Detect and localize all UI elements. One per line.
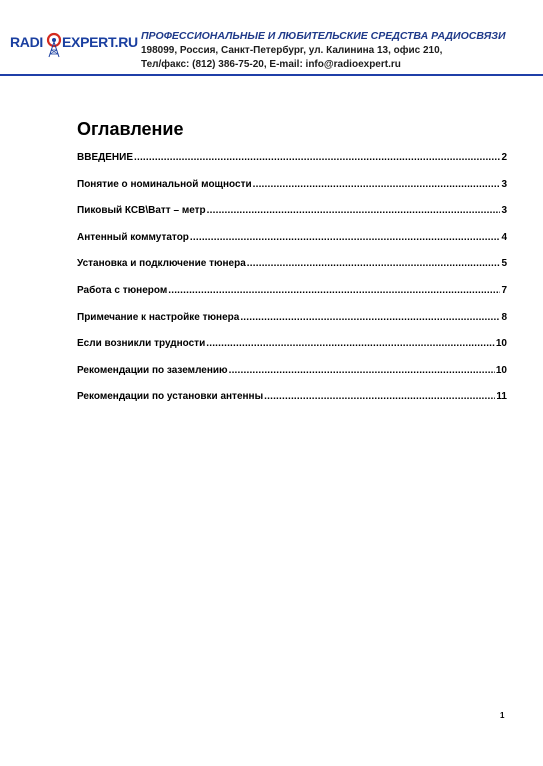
toc-entry-page: 8 <box>501 311 507 323</box>
toc-dot-leader <box>207 205 501 216</box>
toc-entry-page: 3 <box>501 205 507 217</box>
toc-entry-page: 10 <box>495 338 507 350</box>
toc-dot-leader <box>190 232 501 243</box>
toc-entry-page: 4 <box>501 231 507 243</box>
toc-entry[interactable] <box>77 258 507 285</box>
table-of-contents <box>77 152 507 418</box>
header-divider <box>0 74 543 76</box>
page-header <box>0 0 543 78</box>
toc-entry[interactable] <box>77 152 507 179</box>
toc-entry-title: ВВЕДЕНИЕ <box>77 152 133 163</box>
company-title: ПРОФЕССИОНАЛЬНЫЕ И ЛЮБИТЕЛЬСКИЕ СРЕДСТВА РАДИОСВЯЗИ <box>141 30 506 42</box>
toc-heading: Оглавление <box>77 119 184 139</box>
company-contacts: Тел/факс: (812) 386-75-20, E-mail: info@radioexpert.ru <box>141 59 401 70</box>
toc-entry-title: Примечание к настройке тюнера <box>77 311 240 323</box>
toc-entry[interactable] <box>77 365 507 392</box>
toc-entry-page: 5 <box>501 258 507 270</box>
radioexpert-logo <box>10 28 138 58</box>
toc-entry-title: Рекомендации по установки антенны <box>77 391 264 403</box>
toc-dot-leader <box>168 285 500 296</box>
toc-entry[interactable] <box>77 338 507 365</box>
toc-dot-leader <box>240 312 500 323</box>
toc-entry-page: 10 <box>495 364 507 376</box>
toc-entry-title: Работа с тюнером <box>77 284 168 296</box>
toc-dot-leader <box>229 365 495 376</box>
page-number: 1 <box>500 711 505 720</box>
toc-entry-title: Установка и подключение тюнера <box>77 258 246 270</box>
toc-entry-title: Пиковый КСВ\Ватт – метр <box>77 205 206 217</box>
toc-entry-page: 7 <box>501 284 507 296</box>
toc-entry-title: Понятие о номинальной мощности <box>77 178 252 190</box>
toc-entry-title: Рекомендации по заземлению <box>77 364 228 376</box>
toc-entry-title: Антенный коммутатор <box>77 231 189 243</box>
toc-entry[interactable] <box>77 232 507 259</box>
toc-dot-leader <box>253 179 501 190</box>
toc-entry[interactable] <box>77 285 507 312</box>
toc-entry-page: 11 <box>496 391 507 403</box>
toc-entry[interactable] <box>77 179 507 206</box>
toc-entry-page: 3 <box>501 178 507 190</box>
toc-entry-page: 2 <box>501 152 507 163</box>
logo-text-right: EXPERT.RU <box>62 34 138 50</box>
toc-entry[interactable] <box>77 312 507 339</box>
toc-entry[interactable] <box>77 391 507 418</box>
toc-entry-title: Если возникли трудности <box>77 338 206 350</box>
toc-entry[interactable] <box>77 205 507 232</box>
toc-dot-leader <box>247 258 501 269</box>
antenna-tower-icon <box>46 28 62 58</box>
toc-dot-leader <box>264 391 495 402</box>
logo-text-left: RADI <box>10 34 44 50</box>
toc-dot-leader <box>134 152 500 163</box>
company-address: 198099, Россия, Санкт-Петербург, ул. Калинина 13, офис 210, <box>141 45 443 56</box>
toc-dot-leader <box>206 338 495 349</box>
